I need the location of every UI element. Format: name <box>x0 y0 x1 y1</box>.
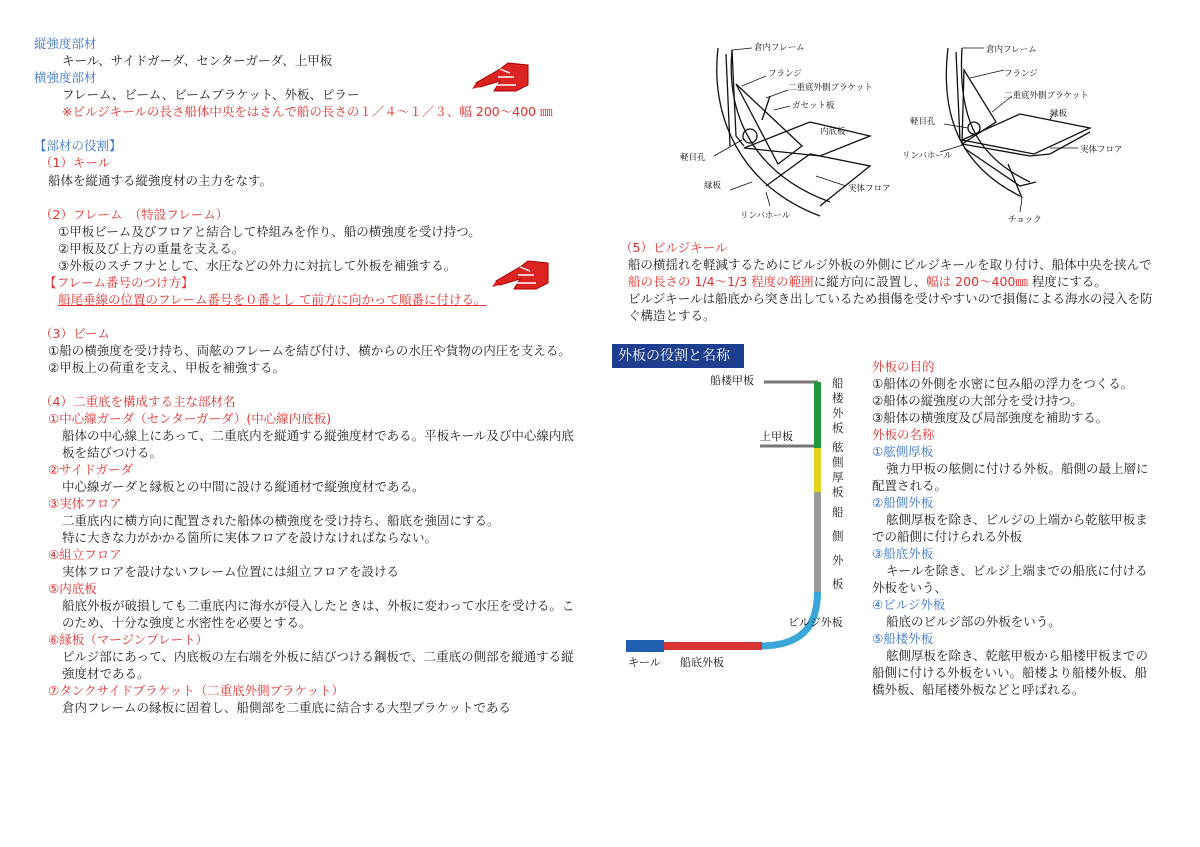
shell-purpose-title: 外板の目的 <box>872 359 935 374</box>
diagram-label: リンバホール <box>902 151 953 161</box>
db-item-title: ④組立フロア <box>48 547 122 562</box>
transverse-items: フレーム、ビーム、ビームブラケット、外板、ピラー <box>62 87 360 102</box>
bilge-keel-width: 幅は 200～400㎜ <box>926 274 1028 289</box>
bilge-keel-line <box>628 272 1107 290</box>
shell-label-bilge: ビルジ外板 <box>788 616 843 629</box>
db-item-line: 二重底内に横方向に配置された船体の横強度を受け持ち、船底を強固にする。 <box>62 513 500 528</box>
tank-side-bracket-diagram-1 <box>670 36 900 226</box>
db-item-title: ⑤内底板 <box>48 581 97 596</box>
db-item-line: 中心線ガーダと縁板との中間に設ける縦通材で縦強度材である。 <box>62 479 425 494</box>
bilge-keel-title: （5）ビルジキール <box>620 240 728 255</box>
db-item-line: 実体フロアを設けないフレーム位置には組立フロアを設ける <box>62 564 400 579</box>
shell-name-title: ①舷側厚板 <box>872 444 934 459</box>
bilge-keel-mid: に縦方向に設置し、 <box>813 274 927 289</box>
shell-name-line: 船底のビルジ部の外板をいう。 <box>886 614 1061 629</box>
keel-title: （1）キール <box>40 155 111 170</box>
shell-purpose-line: ②船体の縦強度の大部分を受け持つ。 <box>872 393 1083 408</box>
frame-number-text: 船尾垂線の位置のフレーム番号を０番とし て前方に向かって順番に付ける。 <box>58 292 487 307</box>
longitudinal-items: キール、サイドガーダ、センターガーダ、上甲板 <box>62 53 333 68</box>
diagram-label: チョック <box>1008 215 1042 225</box>
shell-name-title: ⑤船楼外板 <box>872 631 934 646</box>
frame-line: ①甲板ビーム及びフロアと結合して枠組みを作り、船の横強度を受け持つ。 <box>58 224 481 239</box>
shell-label-bridge-deck: 船楼甲板 <box>710 374 754 387</box>
diagram-label: 軽目孔 <box>680 153 706 163</box>
shell-label-bottom: 船底外板 <box>680 656 724 669</box>
diagram-label: 内底板 <box>820 127 846 137</box>
db-item-title: ⑥縁板（マージンプレート） <box>48 632 209 647</box>
diagram-label: フランジ <box>1004 69 1038 79</box>
pointing-hand-icon <box>490 253 550 293</box>
bilge-keel-line: 船の横揺れを軽減するためにビルジ外板の外側にビルジキールを取り付け、船体中央を挟んで <box>628 257 1152 272</box>
diagram-label: ガセット板 <box>792 101 835 111</box>
shell-name-line: 橋外板、船尾楼外板などと呼ばれる。 <box>872 682 1085 697</box>
shell-name-line: での船側に付けられる外板 <box>872 529 1023 544</box>
db-item-line: 板を結びつける。 <box>62 445 163 460</box>
beam-line: ①船の横強度を受け持ち、両舷のフレームを結び付け、横からの水圧や貨物の内圧を支える。 <box>48 343 571 358</box>
shell-purpose-line: ③船体の横強度及び局部強度を補助する。 <box>872 410 1109 425</box>
shell-names-title: 外板の名称 <box>872 427 935 442</box>
pointing-hand-icon <box>470 55 530 95</box>
diagram-label: 実体フロア <box>1080 145 1123 155</box>
diagram-label: 軽目孔 <box>910 117 936 127</box>
diagram-label: 縁板 <box>1050 109 1068 119</box>
transverse-label: 横強度部材 <box>34 70 97 85</box>
diagram-label: 実体フロア <box>848 184 891 194</box>
bilge-note: ※ビルジキールの長さ船体中央をはさんで船の長さの１／４～１／３、幅 200～400 ㎜ <box>62 104 553 119</box>
diagram-label: 二重底外側ブラケット <box>1004 91 1089 101</box>
db-item-line: 船体の中心線上にあって、二重底内を縦通する縦強度材である。平板キール及び中心線内底 <box>62 428 574 443</box>
bilge-keel-end: 程度にする。 <box>1027 274 1107 289</box>
shell-name-line: 船側に付ける外板をいい。船楼より船楼外板、船 <box>872 665 1148 680</box>
diagram-label: フランジ <box>768 69 802 79</box>
frame-line: ③外板のスチフナとして、水圧などの外力に対抗して外板を補強する。 <box>58 258 457 273</box>
beam-line: ②甲板上の荷重を支え、甲板を補強する。 <box>48 360 285 375</box>
shell-purpose-line: ①船体の外側を水密に包み船の浮力をつくる。 <box>872 376 1134 391</box>
tank-side-bracket-diagram-2 <box>900 36 1130 226</box>
longitudinal-label: 縦強度部材 <box>34 36 97 51</box>
shell-label-side-shell: 船側外板 <box>832 505 844 591</box>
bilge-keel-line: ぐ構造とする。 <box>628 308 716 323</box>
keel-text: 船体を縦通する縦強度材の主力をなす。 <box>48 173 273 188</box>
shell-section-banner: 外板の役割と名称 <box>612 344 744 368</box>
bilge-keel-line: ビルジキールは船底から突き出しているため損傷を受けやすいので損傷による海水の浸入を防 <box>628 291 1153 306</box>
double-bottom-title: （4）二重底を構成する主な部材名 <box>40 394 236 409</box>
frame-number-title: 【フレーム番号のつけ方】 <box>44 275 194 290</box>
db-item-title: ②サイドガーダ <box>48 462 133 477</box>
shell-name-line: 強力甲板の舷側に付ける外板。船側の最上層に <box>886 461 1149 476</box>
db-item-line: 特に大きな力がかかる箇所に実体フロアを設けなければならない。 <box>62 530 438 545</box>
shell-name-line: 配置される。 <box>872 478 948 493</box>
shell-name-line: キールを除き、ビルジ上端までの船底に付ける <box>886 563 1148 578</box>
shell-label-upper-deck: 上甲板 <box>760 430 793 443</box>
shell-label-bridge-shell: 船楼外板 <box>832 376 844 435</box>
diagram-label: 倉内フレーム <box>986 45 1037 55</box>
shell-name-line: 舷側厚板を除き、乾舷甲板から船楼甲板までの <box>886 648 1149 663</box>
shell-name-line: 舷側厚板を除き、ビルジの上端から乾舷甲板ま <box>886 512 1148 527</box>
shell-name-line: 外板をいう、 <box>872 580 948 595</box>
roles-header: 【部材の役割】 <box>34 138 122 153</box>
shell-name-title: ②船側外板 <box>872 495 934 510</box>
diagram-label: 縁板 <box>704 181 722 191</box>
db-item-title: ⑦タンクサイドブラケット（二重底外側ブラケット） <box>48 683 344 698</box>
bilge-keel-range: 船の長さの 1/4～1/3 程度の範囲 <box>628 274 814 289</box>
frame-title: （2）フレーム （特設フレーム） <box>40 207 229 222</box>
db-item-title: ①中心線ガーダ（センターガーダ）(中心線内底板) <box>48 411 332 426</box>
shell-label-sheer-strake: 舷側厚板 <box>832 440 844 499</box>
diagram-label: 倉内フレーム <box>754 43 805 53</box>
db-item-line: 強度材である。 <box>62 666 150 681</box>
db-item-title: ③実体フロア <box>48 496 122 511</box>
frame-line: ②甲板及び上方の重量を支える。 <box>58 241 245 256</box>
beam-title: （3）ビーム <box>40 326 110 341</box>
diagram-label: リンバホール <box>740 211 791 221</box>
db-item-line: ビルジ部にあって、内底板の左右端を外板に結びつける鋼板で、二重底の側部を縦通する縦 <box>62 649 574 664</box>
db-item-line: 船底外板が破損しても二重底内に海水が侵入したときは、外板に変わって水圧を受ける。こ <box>62 598 575 613</box>
db-item-line: 倉内フレームの縁板に固着し、船側部を二重底に結合する大型ブラケットである <box>62 700 511 715</box>
shell-label-keel: キール <box>628 656 661 669</box>
diagram-label: 二重底外側ブラケット <box>788 83 873 93</box>
shell-name-title: ④ビルジ外板 <box>872 597 946 612</box>
db-item-line: のため、十分な強度と水密性を必要とする。 <box>62 615 312 630</box>
shell-name-title: ③船底外板 <box>872 546 934 561</box>
